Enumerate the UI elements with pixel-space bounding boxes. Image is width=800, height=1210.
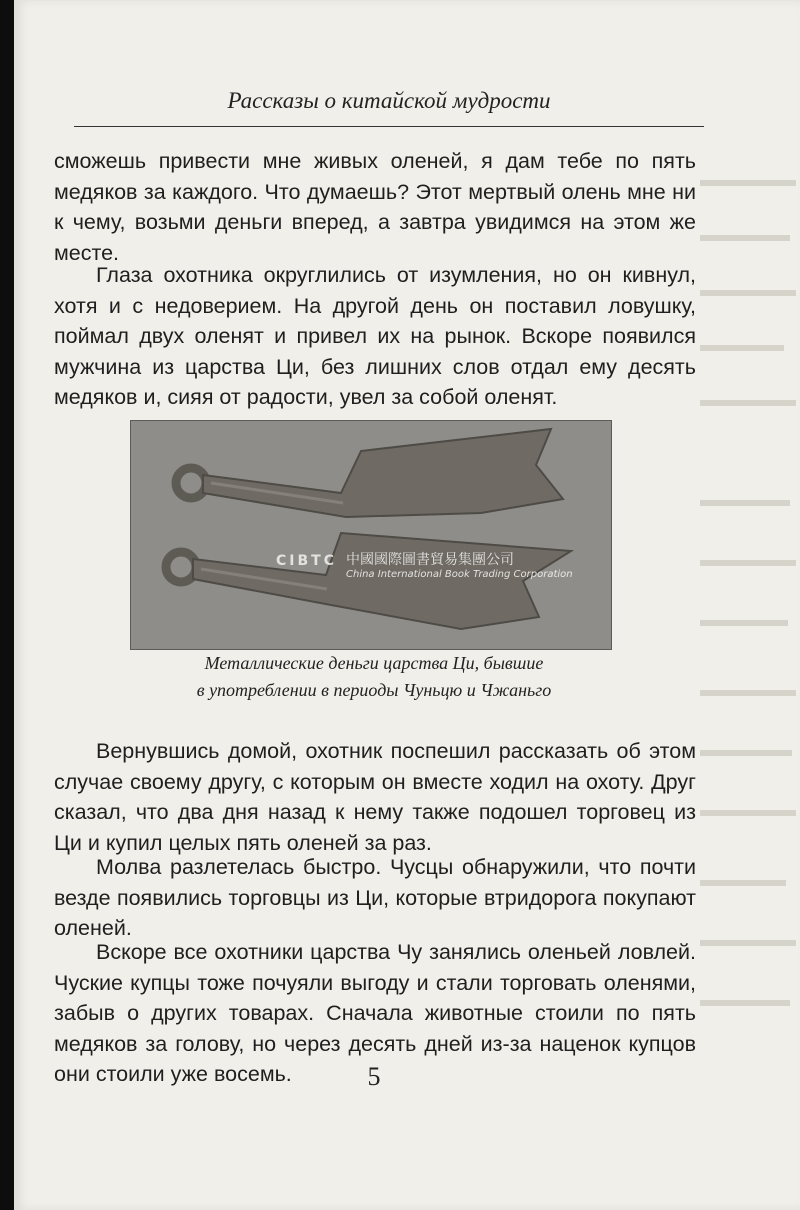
knife-money-illustration bbox=[131, 421, 611, 649]
watermark-logo: CIBTC bbox=[276, 553, 337, 569]
paragraph-5: Вскоре все охотники царства Чу занялись оленьей ловлей. Чуские купцы тоже почуяли выгоду и стали торговать оленями, забыв о других товарах. Сначала животные стоили по пять медяков за голову, но через десять дней из-за наценок купцов они стоили уже восемь. bbox=[54, 940, 696, 1086]
running-title: Рассказы о китайской мудрости bbox=[74, 88, 704, 127]
paragraph-2: Глаза охотника округлились от изумления, но он кивнул, хотя и с недоверием. На другой день он поставил ловушку, поймал двух оленят и привел их на рынок. Вскоре появился мужчина из царства Ци, без лишних слов отдал ему десять медяков и, сияя от радости, увел за собой оленят. bbox=[54, 263, 696, 409]
page-number: 5 bbox=[367, 1062, 381, 1091]
watermark-english-text: China International Book Trading Corporation bbox=[346, 569, 573, 580]
watermark bbox=[276, 551, 596, 587]
figure-caption bbox=[144, 650, 604, 704]
caption-line-2: в употреблении в периоды Чуньцю и Чжаньго bbox=[196, 680, 552, 700]
coin-knife-photo bbox=[130, 420, 612, 650]
paragraph-4: Молва разлетелась быстро. Чусцы обнаружили, что почти везде появились торговцы из Ци, которые втридорога покупают оленей. bbox=[54, 855, 696, 940]
caption-line-1: Металлические деньги царства Ци, бывшие bbox=[204, 653, 544, 673]
paragraph-1: сможешь привести мне живых оленей, я дам тебе по пять медяков за каждого. Что думаешь? Этот мертвый олень мне ни к чему, возьми деньги вперед, а завтра увидимся на этом же месте. bbox=[54, 149, 696, 265]
paragraph-3: Вернувшись домой, охотник поспешил рассказать об этом случае своему другу, с которым он вместе ходил на охоту. Друг сказал, что два дня назад к нему также подошел торговец из Ци и купил целых пять оленей за раз. bbox=[54, 739, 696, 855]
book-page bbox=[14, 0, 800, 1210]
watermark-chinese-text: 中國國際圖書貿易集團公司 bbox=[346, 552, 514, 568]
